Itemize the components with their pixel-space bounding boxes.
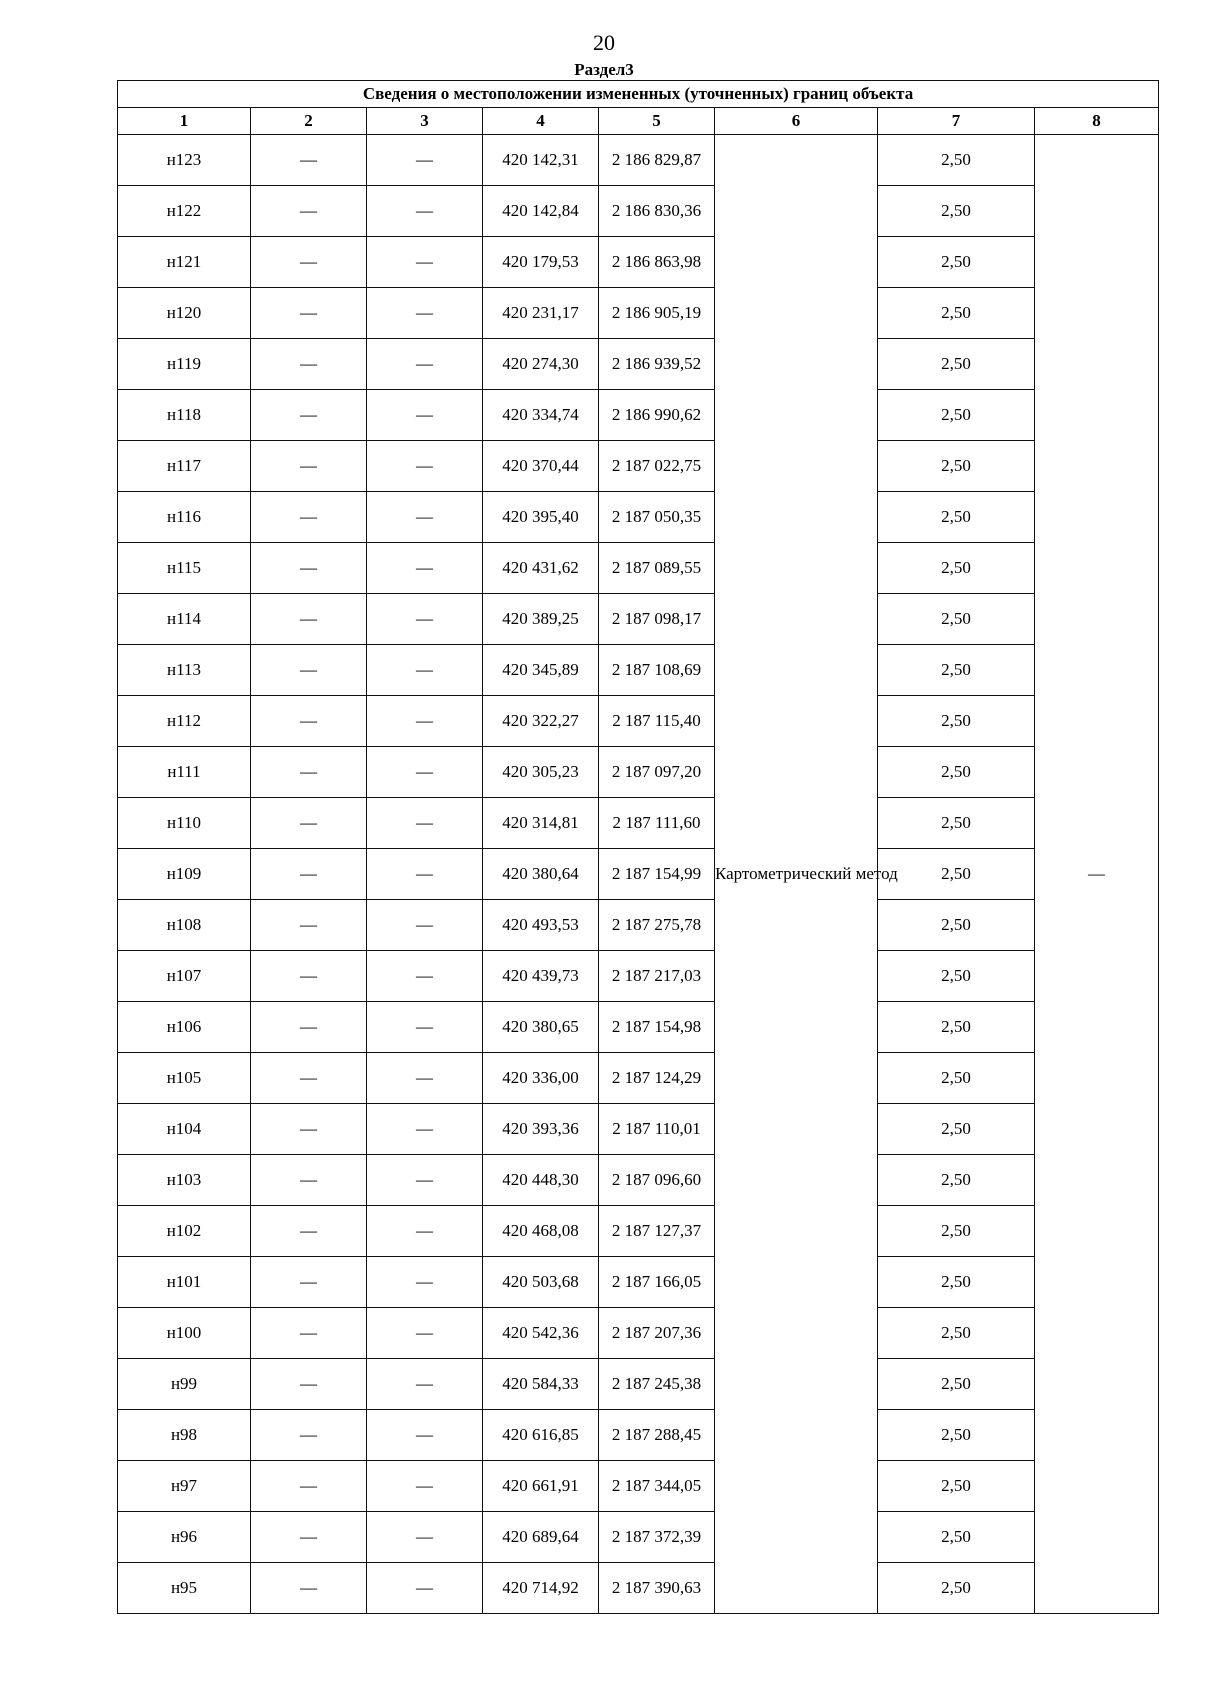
column-header: 5: [599, 108, 715, 135]
col2-cell: —: [251, 1359, 367, 1410]
accuracy-cell: 2,50: [878, 849, 1035, 900]
table-row: [118, 1308, 1159, 1359]
point-cell: н110: [118, 798, 251, 849]
y-coordinate-cell: 2 186 905,19: [599, 288, 715, 339]
col3-cell: —: [367, 186, 483, 237]
table-row: [118, 951, 1159, 1002]
x-coordinate-cell: 420 314,81: [483, 798, 599, 849]
col3-cell: —: [367, 1002, 483, 1053]
col3-cell: —: [367, 288, 483, 339]
y-coordinate-cell: 2 187 245,38: [599, 1359, 715, 1410]
point-cell: н113: [118, 645, 251, 696]
y-coordinate-cell: 2 187 124,29: [599, 1053, 715, 1104]
col3-cell: —: [367, 1104, 483, 1155]
col2-cell: —: [251, 951, 367, 1002]
table-row: [118, 1104, 1159, 1155]
y-coordinate-cell: 2 187 115,40: [599, 696, 715, 747]
y-coordinate-cell: 2 186 990,62: [599, 390, 715, 441]
accuracy-cell: 2,50: [878, 288, 1035, 339]
y-coordinate-cell: 2 187 217,03: [599, 951, 715, 1002]
point-cell: н118: [118, 390, 251, 441]
accuracy-cell: 2,50: [878, 390, 1035, 441]
table-row: [118, 1563, 1159, 1614]
x-coordinate-cell: 420 616,85: [483, 1410, 599, 1461]
x-coordinate-cell: 420 305,23: [483, 747, 599, 798]
table-row: [118, 798, 1159, 849]
y-coordinate-cell: 2 187 166,05: [599, 1257, 715, 1308]
accuracy-cell: 2,50: [878, 1053, 1035, 1104]
y-coordinate-cell: 2 187 111,60: [599, 798, 715, 849]
col3-cell: —: [367, 1155, 483, 1206]
col2-cell: —: [251, 849, 367, 900]
col2-cell: —: [251, 798, 367, 849]
y-coordinate-cell: 2 187 098,17: [599, 594, 715, 645]
x-coordinate-cell: 420 661,91: [483, 1461, 599, 1512]
point-cell: н107: [118, 951, 251, 1002]
col2-cell: —: [251, 1461, 367, 1512]
table-row: [118, 186, 1159, 237]
col3-cell: —: [367, 237, 483, 288]
accuracy-cell: 2,50: [878, 594, 1035, 645]
accuracy-cell: 2,50: [878, 237, 1035, 288]
point-cell: н109: [118, 849, 251, 900]
table-row: [118, 849, 1159, 900]
accuracy-cell: 2,50: [878, 339, 1035, 390]
accuracy-cell: 2,50: [878, 645, 1035, 696]
x-coordinate-cell: 420 380,64: [483, 849, 599, 900]
table-row: [118, 1410, 1159, 1461]
col2-cell: —: [251, 186, 367, 237]
y-coordinate-cell: 2 187 108,69: [599, 645, 715, 696]
col3-cell: —: [367, 1053, 483, 1104]
point-cell: н119: [118, 339, 251, 390]
point-cell: н102: [118, 1206, 251, 1257]
accuracy-cell: 2,50: [878, 1359, 1035, 1410]
col3-cell: —: [367, 594, 483, 645]
accuracy-cell: 2,50: [878, 1563, 1035, 1614]
col2-cell: —: [251, 441, 367, 492]
col3-cell: —: [367, 1257, 483, 1308]
table-row: [118, 1206, 1159, 1257]
x-coordinate-cell: 420 448,30: [483, 1155, 599, 1206]
col3-cell: —: [367, 951, 483, 1002]
y-coordinate-cell: 2 187 344,05: [599, 1461, 715, 1512]
col3-cell: —: [367, 339, 483, 390]
col3-cell: —: [367, 849, 483, 900]
x-coordinate-cell: 420 468,08: [483, 1206, 599, 1257]
y-coordinate-cell: 2 187 372,39: [599, 1512, 715, 1563]
col3-cell: —: [367, 900, 483, 951]
y-coordinate-cell: 2 187 288,45: [599, 1410, 715, 1461]
y-coordinate-cell: 2 187 127,37: [599, 1206, 715, 1257]
table-row: [118, 1257, 1159, 1308]
point-cell: н97: [118, 1461, 251, 1512]
table-row: [118, 492, 1159, 543]
accuracy-cell: 2,50: [878, 1410, 1035, 1461]
x-coordinate-cell: 420 431,62: [483, 543, 599, 594]
table-row: [118, 1053, 1159, 1104]
col3-cell: —: [367, 492, 483, 543]
table-row: [118, 237, 1159, 288]
table-row: [118, 135, 1159, 186]
x-coordinate-cell: 420 714,92: [483, 1563, 599, 1614]
accuracy-cell: 2,50: [878, 1257, 1035, 1308]
x-coordinate-cell: 420 584,33: [483, 1359, 599, 1410]
x-coordinate-cell: 420 322,27: [483, 696, 599, 747]
table-row: [118, 696, 1159, 747]
col3-cell: —: [367, 1308, 483, 1359]
x-coordinate-cell: 420 231,17: [483, 288, 599, 339]
x-coordinate-cell: 420 179,53: [483, 237, 599, 288]
page-number: 20: [593, 30, 615, 55]
col3-cell: —: [367, 645, 483, 696]
col2-cell: —: [251, 900, 367, 951]
accuracy-cell: 2,50: [878, 1155, 1035, 1206]
x-coordinate-cell: 420 142,84: [483, 186, 599, 237]
y-coordinate-cell: 2 187 097,20: [599, 747, 715, 798]
col3-cell: —: [367, 135, 483, 186]
accuracy-cell: 2,50: [878, 186, 1035, 237]
col3-cell: —: [367, 1206, 483, 1257]
col3-cell: —: [367, 798, 483, 849]
point-cell: н112: [118, 696, 251, 747]
column-header: 2: [251, 108, 367, 135]
accuracy-cell: 2,50: [878, 1002, 1035, 1053]
accuracy-cell: 2,50: [878, 135, 1035, 186]
accuracy-cell: 2,50: [878, 1104, 1035, 1155]
col2-cell: —: [251, 747, 367, 798]
accuracy-cell: 2,50: [878, 900, 1035, 951]
accuracy-cell: 2,50: [878, 696, 1035, 747]
col3-cell: —: [367, 390, 483, 441]
col2-cell: —: [251, 594, 367, 645]
table-row: [118, 747, 1159, 798]
table-row: [118, 390, 1159, 441]
point-cell: н96: [118, 1512, 251, 1563]
col3-cell: —: [367, 747, 483, 798]
y-coordinate-cell: 2 187 096,60: [599, 1155, 715, 1206]
col3-cell: —: [367, 1461, 483, 1512]
col2-cell: —: [251, 1155, 367, 1206]
point-cell: н116: [118, 492, 251, 543]
col2-cell: —: [251, 492, 367, 543]
accuracy-cell: 2,50: [878, 441, 1035, 492]
table-row: [118, 339, 1159, 390]
point-cell: н100: [118, 1308, 251, 1359]
column-header: 3: [367, 108, 483, 135]
x-coordinate-cell: 420 542,36: [483, 1308, 599, 1359]
x-coordinate-cell: 420 493,53: [483, 900, 599, 951]
col3-cell: —: [367, 1563, 483, 1614]
point-cell: н120: [118, 288, 251, 339]
x-coordinate-cell: 420 274,30: [483, 339, 599, 390]
x-coordinate-cell: 420 395,40: [483, 492, 599, 543]
col2-cell: —: [251, 1053, 367, 1104]
point-cell: н122: [118, 186, 251, 237]
point-cell: н99: [118, 1359, 251, 1410]
col3-cell: —: [367, 1359, 483, 1410]
accuracy-cell: 2,50: [878, 747, 1035, 798]
col2-cell: —: [251, 1308, 367, 1359]
section-title: Раздел3: [574, 60, 634, 79]
table-row: [118, 645, 1159, 696]
x-coordinate-cell: 420 689,64: [483, 1512, 599, 1563]
accuracy-cell: 2,50: [878, 1308, 1035, 1359]
point-cell: н104: [118, 1104, 251, 1155]
point-cell: н98: [118, 1410, 251, 1461]
col3-cell: —: [367, 1512, 483, 1563]
point-cell: н111: [118, 747, 251, 798]
x-coordinate-cell: 420 389,25: [483, 594, 599, 645]
table-row: [118, 543, 1159, 594]
column-header: 7: [878, 108, 1035, 135]
accuracy-cell: 2,50: [878, 543, 1035, 594]
table-row: [118, 1155, 1159, 1206]
col2-cell: —: [251, 1002, 367, 1053]
accuracy-cell: 2,50: [878, 492, 1035, 543]
col2-cell: —: [251, 696, 367, 747]
table-row: [118, 1359, 1159, 1410]
col3-cell: —: [367, 696, 483, 747]
col3-cell: —: [367, 1410, 483, 1461]
y-coordinate-cell: 2 186 830,36: [599, 186, 715, 237]
point-cell: н117: [118, 441, 251, 492]
accuracy-cell: 2,50: [878, 951, 1035, 1002]
column-header: 4: [483, 108, 599, 135]
method-cell: Картометрический метод: [715, 135, 878, 1614]
boundary-coordinates-table: [117, 80, 1159, 1614]
table-row: [118, 441, 1159, 492]
x-coordinate-cell: 420 345,89: [483, 645, 599, 696]
point-cell: н123: [118, 135, 251, 186]
column-header-row: [118, 108, 1159, 135]
col2-cell: —: [251, 1206, 367, 1257]
accuracy-cell: 2,50: [878, 1512, 1035, 1563]
column-header: 1: [118, 108, 251, 135]
accuracy-cell: 2,50: [878, 1206, 1035, 1257]
table-row: [118, 1002, 1159, 1053]
y-coordinate-cell: 2 187 275,78: [599, 900, 715, 951]
col3-cell: —: [367, 441, 483, 492]
col2-cell: —: [251, 1104, 367, 1155]
table-row: [118, 1512, 1159, 1563]
point-cell: н121: [118, 237, 251, 288]
y-coordinate-cell: 2 187 154,98: [599, 1002, 715, 1053]
table-caption: Сведения о местоположении измененных (уточненных) границ объекта: [118, 81, 1159, 108]
x-coordinate-cell: 420 334,74: [483, 390, 599, 441]
col2-cell: —: [251, 1410, 367, 1461]
y-coordinate-cell: 2 186 939,52: [599, 339, 715, 390]
column-header: 6: [715, 108, 878, 135]
col2-cell: —: [251, 543, 367, 594]
table-row: [118, 900, 1159, 951]
y-coordinate-cell: 2 187 110,01: [599, 1104, 715, 1155]
point-cell: н101: [118, 1257, 251, 1308]
y-coordinate-cell: 2 187 050,35: [599, 492, 715, 543]
point-cell: н95: [118, 1563, 251, 1614]
x-coordinate-cell: 420 142,31: [483, 135, 599, 186]
col2-cell: —: [251, 1563, 367, 1614]
point-cell: н105: [118, 1053, 251, 1104]
point-cell: н106: [118, 1002, 251, 1053]
col3-cell: —: [367, 543, 483, 594]
accuracy-cell: 2,50: [878, 1461, 1035, 1512]
y-coordinate-cell: 2 186 829,87: [599, 135, 715, 186]
column-header: 8: [1035, 108, 1159, 135]
y-coordinate-cell: 2 187 207,36: [599, 1308, 715, 1359]
point-cell: н114: [118, 594, 251, 645]
col2-cell: —: [251, 645, 367, 696]
table-row: [118, 594, 1159, 645]
x-coordinate-cell: 420 370,44: [483, 441, 599, 492]
col2-cell: —: [251, 237, 367, 288]
col2-cell: —: [251, 1512, 367, 1563]
y-coordinate-cell: 2 187 154,99: [599, 849, 715, 900]
table-body: [118, 135, 1159, 1614]
col2-cell: —: [251, 135, 367, 186]
y-coordinate-cell: 2 187 089,55: [599, 543, 715, 594]
point-cell: н108: [118, 900, 251, 951]
y-coordinate-cell: 2 187 022,75: [599, 441, 715, 492]
point-cell: н103: [118, 1155, 251, 1206]
x-coordinate-cell: 420 439,73: [483, 951, 599, 1002]
y-coordinate-cell: 2 187 390,63: [599, 1563, 715, 1614]
col2-cell: —: [251, 390, 367, 441]
x-coordinate-cell: 420 393,36: [483, 1104, 599, 1155]
col2-cell: —: [251, 339, 367, 390]
col2-cell: —: [251, 1257, 367, 1308]
x-coordinate-cell: 420 503,68: [483, 1257, 599, 1308]
table-row: [118, 1461, 1159, 1512]
y-coordinate-cell: 2 186 863,98: [599, 237, 715, 288]
table-row: [118, 288, 1159, 339]
col2-cell: —: [251, 288, 367, 339]
accuracy-cell: 2,50: [878, 798, 1035, 849]
x-coordinate-cell: 420 380,65: [483, 1002, 599, 1053]
point-cell: н115: [118, 543, 251, 594]
x-coordinate-cell: 420 336,00: [483, 1053, 599, 1104]
col8-cell: —: [1035, 135, 1159, 1614]
